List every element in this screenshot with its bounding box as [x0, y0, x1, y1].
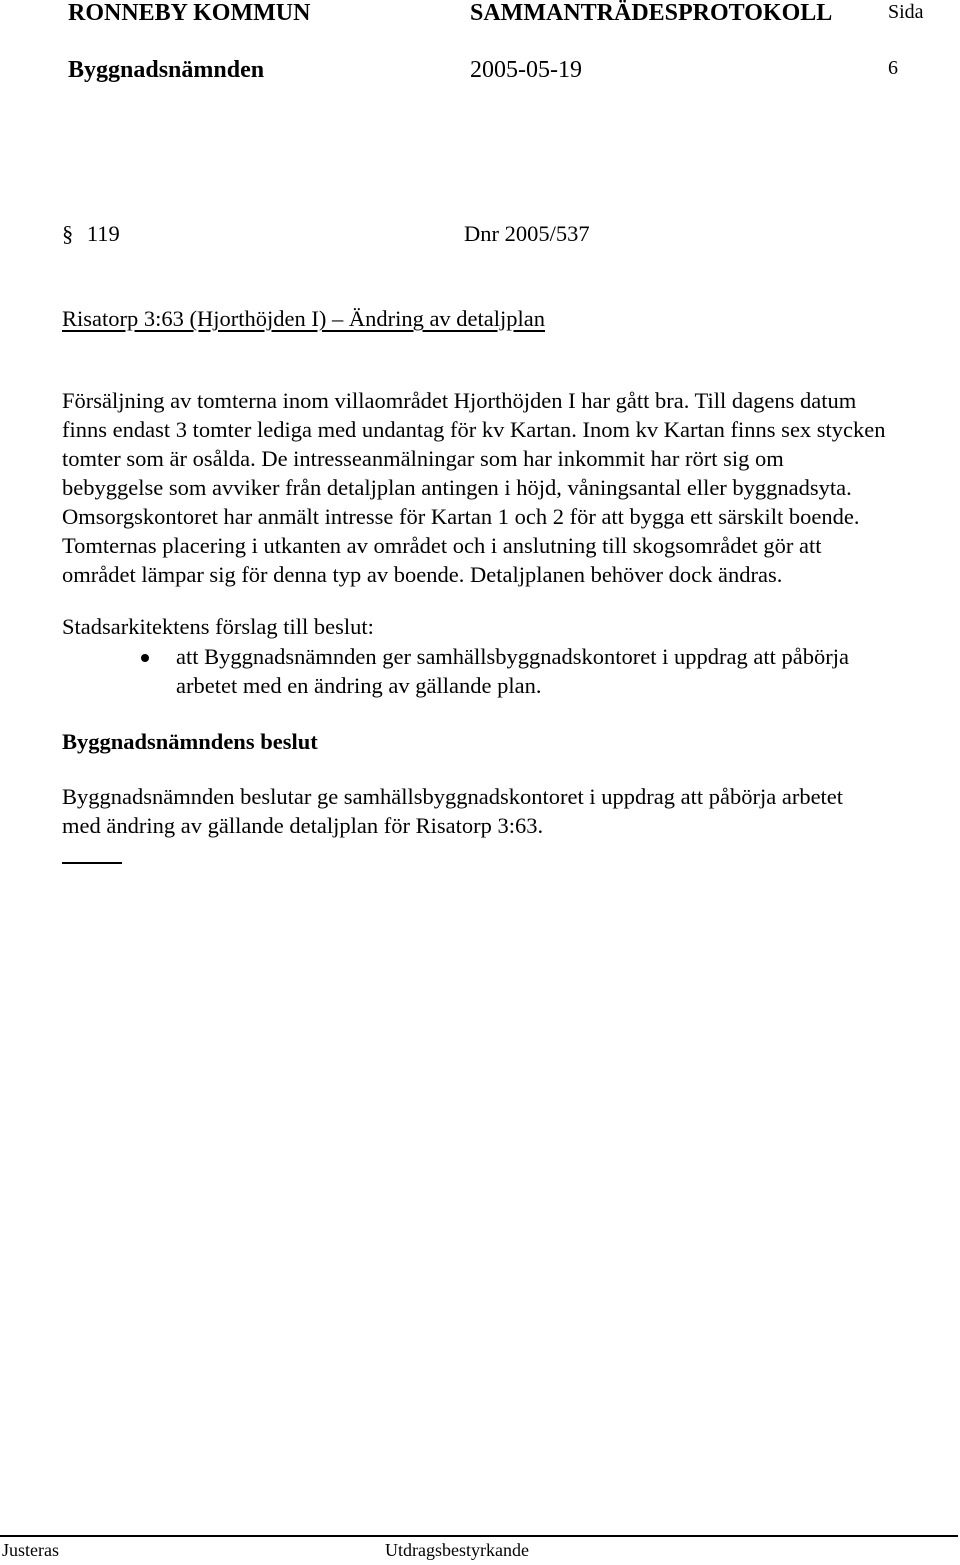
meeting-date: 2005-05-19 [470, 57, 582, 83]
paragraph-line: Omsorgskontoret har anmält intresse för Kartan 1 och 2 för att bygga ett särskilt boende. [62, 504, 860, 529]
page-label: Sida [888, 1, 924, 23]
background-paragraph [62, 386, 952, 589]
decision-line: med ändring av gällande detaljplan för Risatorp 3:63. [62, 813, 544, 838]
footer-attested: Justeras [2, 1540, 59, 1560]
diary-number: Dnr 2005/537 [464, 221, 590, 246]
decision-paragraph [62, 782, 952, 840]
proposal-line: arbetet med en ändring av gällande plan. [176, 673, 542, 698]
case-title: Risatorp 3:63 (Hjorthöjden I) – Ändring av detaljplan [62, 306, 546, 331]
decision-line: Byggnadsnämnden beslutar ge samhällsbyggnadskontoret i uppdrag att påbörja arbetet [62, 784, 844, 809]
proposal-line: att Byggnadsnämnden ger samhällsbyggnadskontoret i uppdrag att påbörja [176, 644, 849, 669]
committee-name: Byggnadsnämnden [68, 57, 265, 83]
paragraph-line: Tomternas placering i utkanten av området och i anslutning till skogsområdet gör att [62, 533, 822, 558]
section-number: 119 [86, 221, 120, 246]
footer-extract-certified: Utdragsbestyrkande [385, 1540, 529, 1560]
footer-divider [0, 1535, 958, 1537]
paragraph-sign: § [62, 221, 74, 246]
decision-heading: Byggnadsnämndens beslut [62, 729, 318, 754]
proposal-bullet [176, 642, 849, 700]
document-type: SAMMANTRÄDESPROTOKOLL [470, 0, 833, 26]
paragraph-line: området lämpar sig för denna typ av boende. Detaljplanen behöver dock ändras. [62, 562, 783, 587]
paragraph-line: tomter som är osålda. De intresseanmälningar som har inkommit har rört sig om [62, 446, 784, 471]
paragraph-line: Försäljning av tomterna inom villaområdet Hjorthöjden I har gått bra. Till dagens datum [62, 388, 857, 413]
end-rule [62, 862, 122, 864]
page-number: 6 [888, 57, 898, 79]
bullet-icon [141, 654, 149, 662]
municipality-name: RONNEBY KOMMUN [68, 0, 311, 26]
section-header [62, 219, 120, 248]
proposal-heading: Stadsarkitektens förslag till beslut: [62, 614, 374, 639]
paragraph-line: bebyggelse som avviker från detaljplan antingen i höjd, våningsantal eller byggnadsyta. [62, 475, 852, 500]
paragraph-line: finns endast 3 tomter lediga med undantag för kv Kartan. Inom kv Kartan finns sex stycken [62, 417, 886, 442]
